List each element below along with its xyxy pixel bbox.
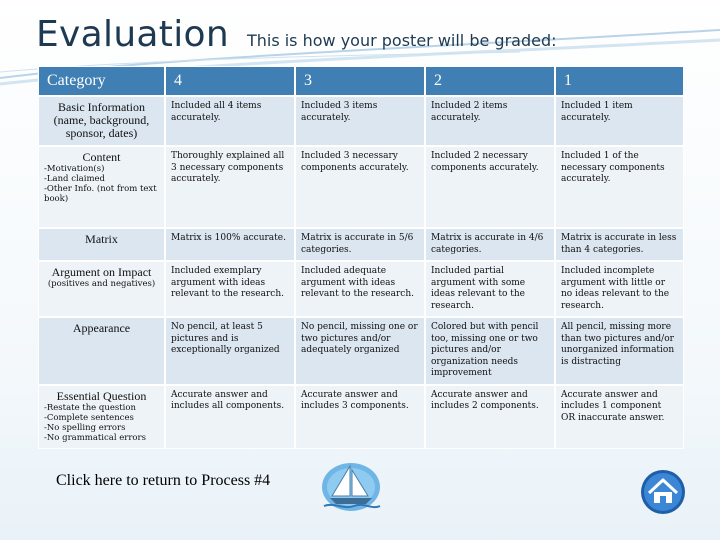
category-cell [38,317,165,385]
criteria-cell: All pencil, missing more than two pictures and/or unorganized information is distracting [555,317,684,385]
criteria-cell: Included incomplete argument with little or no ideas relevant to the research. [555,261,684,317]
category-title: Appearance [72,321,131,335]
criteria-cell: Matrix is 100% accurate. [165,228,295,261]
criteria-cell: Included 1 of the necessary components accurately. [555,146,684,228]
criteria-cell: Matrix is accurate in 4/6 categories. [425,228,555,261]
column-header-4: 4 [165,66,295,96]
category-title: Matrix [85,232,118,246]
criteria-cell: Accurate answer and includes 3 components. [295,385,425,449]
criteria-cell: Accurate answer and includes 2 components. [425,385,555,449]
criteria-cell: Included 2 necessary components accurately. [425,146,555,228]
category-cell [38,146,165,228]
column-header-category: Category [38,66,165,96]
column-header-2: 2 [425,66,555,96]
table-row [38,96,684,146]
criteria-cell: Included partial argument with some ideas relevant to the research. [425,261,555,317]
table-row [38,146,684,228]
column-header-1: 1 [555,66,684,96]
column-header-3: 3 [295,66,425,96]
criteria-cell: No pencil, missing one or two pictures and/or adequately organized [295,317,425,385]
category-title: Content [82,150,121,164]
table-header-row [38,66,684,96]
home-icon[interactable] [640,469,686,515]
criteria-cell: Included all 4 items accurately. [165,96,295,146]
page-title: Evaluation [36,14,229,55]
category-cell [38,261,165,317]
title-row [36,14,557,55]
criteria-cell: Accurate answer and includes 1 component OR inaccurate answer. [555,385,684,449]
category-cell [38,228,165,261]
criteria-cell: Included exemplary argument with ideas relevant to the research. [165,261,295,317]
page-subtitle: This is how your poster will be graded: [246,31,557,50]
category-subtext: -Restate the question -Complete sentences -No spelling errors -No grammatical errors [44,402,146,443]
category-cell [38,385,165,449]
criteria-cell: Included 3 necessary components accurately. [295,146,425,228]
criteria-cell: Matrix is accurate in 5/6 categories. [295,228,425,261]
category-subtext: -Motivation(s) -Land claimed -Other Info. (not from text book) [44,164,157,204]
category-subtext: (positives and negatives) [47,279,156,289]
table-row [38,317,684,385]
criteria-cell: Included adequate argument with ideas relevant to the research. [295,261,425,317]
sailboat-icon [320,460,382,512]
table-row [38,385,684,449]
category-cell [38,96,165,146]
criteria-cell: Thoroughly explained all 3 necessary components accurately. [165,146,295,228]
criteria-cell: No pencil, at least 5 pictures and is exceptionally organized [165,317,295,385]
criteria-cell: Included 3 items accurately. [295,96,425,146]
category-title: Argument on Impact [51,265,152,279]
criteria-cell: Included 2 items accurately. [425,96,555,146]
criteria-cell: Accurate answer and includes all components. [165,385,295,449]
table-row [38,228,684,261]
return-to-process-4-link[interactable]: Click here to return to Process #4 [56,472,271,489]
criteria-cell: Matrix is accurate in less than 4 categories. [555,228,684,261]
rubric-table [38,66,684,449]
category-title: Essential Question [56,388,147,403]
category-title: Basic Information (name, background, sponsor, dates) [53,100,150,140]
table-row [38,261,684,317]
criteria-cell: Included 1 item accurately. [555,96,684,146]
criteria-cell: Colored but with pencil too, missing one or two pictures and/or organization needs improvement [425,317,555,385]
